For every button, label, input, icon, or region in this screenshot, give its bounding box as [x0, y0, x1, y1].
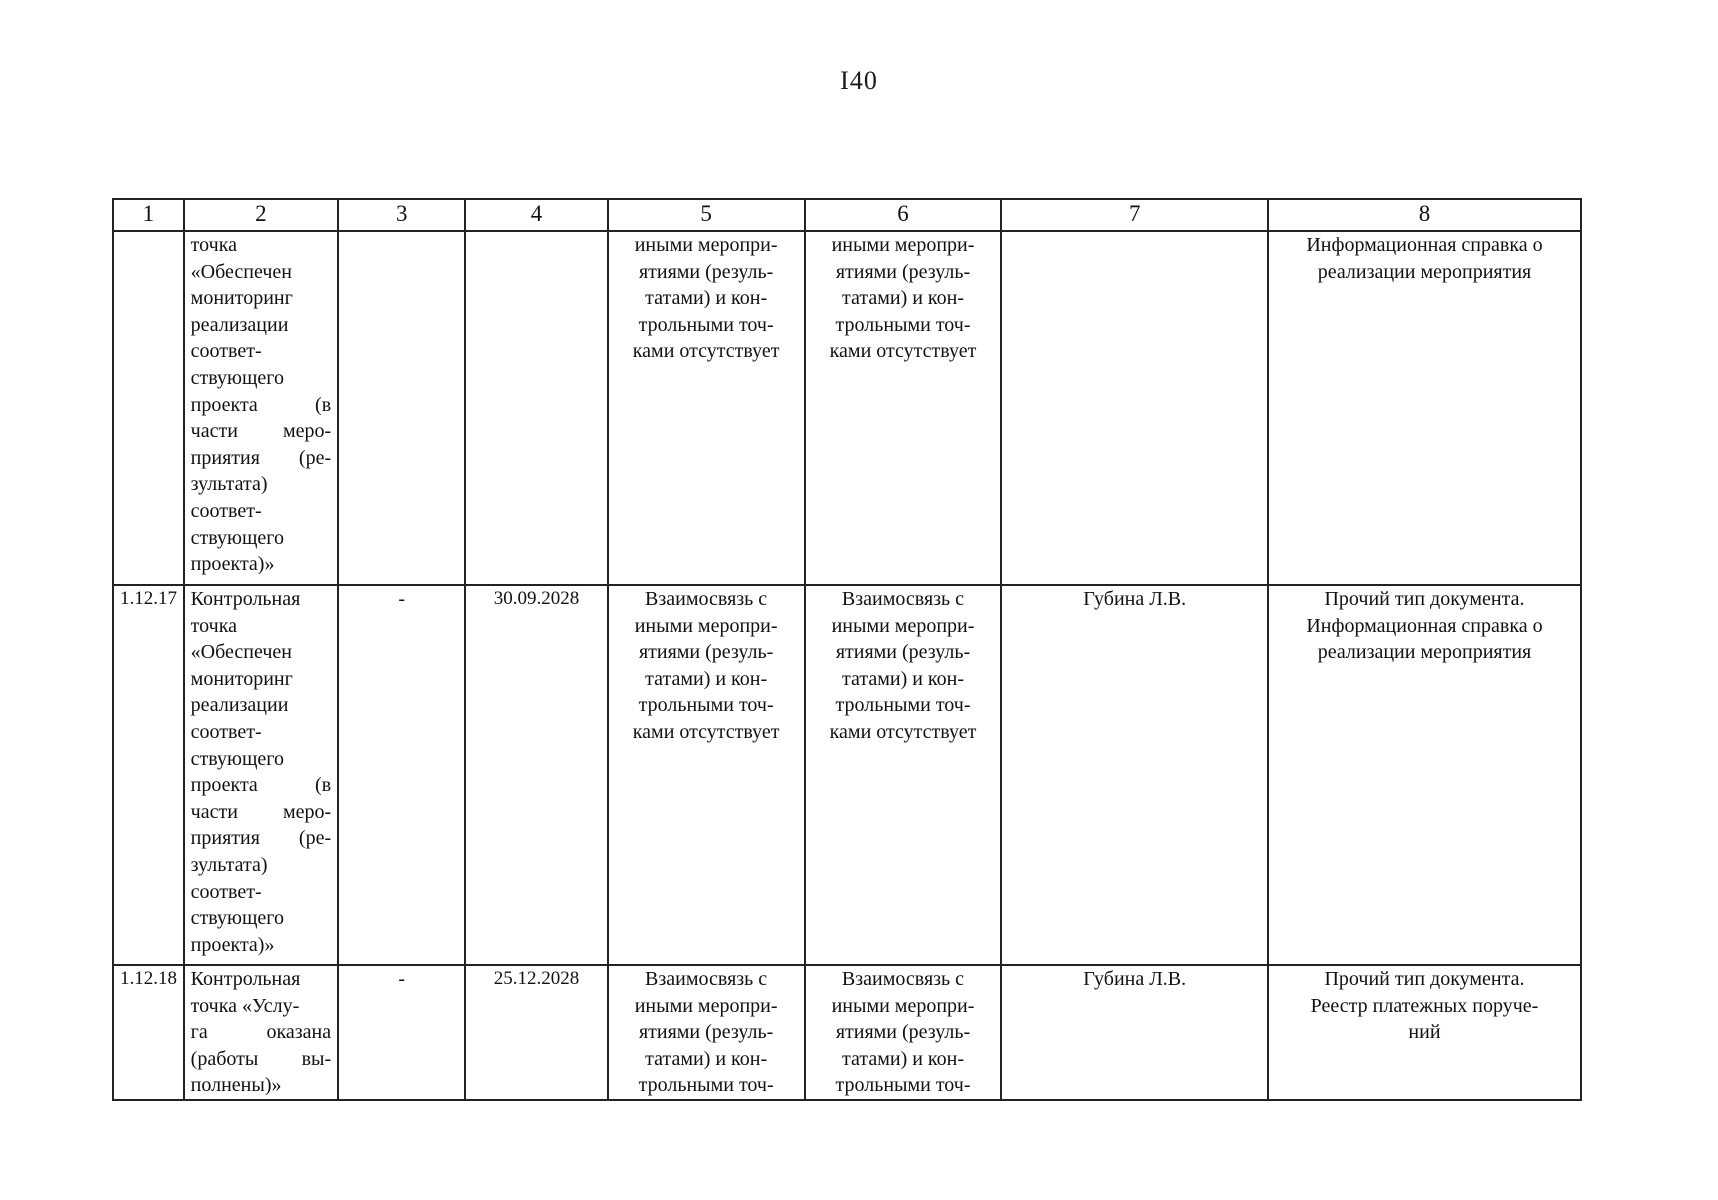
text-line: иными меропри- — [831, 994, 975, 1017]
text-line: точка «Услу- — [190, 994, 300, 1017]
column-header: 8 — [1268, 199, 1581, 231]
text-line: га оказана — [190, 1021, 332, 1044]
text-line: полнены)» — [190, 1074, 282, 1097]
text-line: ятиями (резуль- — [835, 1021, 971, 1044]
text-line: татами) и кон- — [842, 667, 964, 690]
text-line: Информационная справка о — [1306, 614, 1543, 637]
text-line: соответ- — [190, 880, 262, 903]
text-line: Реестр платежных поруче- — [1310, 994, 1539, 1017]
text-line: трольными точ- — [638, 313, 774, 336]
relationship-cell — [805, 231, 1002, 585]
column-header: 2 — [184, 199, 338, 231]
text-line: Контрольная — [190, 588, 301, 610]
text-line: «Обеспечен — [190, 641, 292, 664]
text-line: Взаимосвязь с — [645, 588, 768, 610]
text-line: проекта)» — [190, 933, 275, 956]
text-line: татами) и кон- — [645, 287, 768, 310]
activity-name-cell — [184, 585, 338, 965]
text-line: реализации — [190, 313, 289, 336]
text-line: проекта)» — [190, 553, 275, 576]
text-line: (работы вы- — [190, 1047, 332, 1070]
text-line: Взаимосвязь с — [841, 588, 965, 610]
text-line: ками отсутствует — [829, 720, 977, 743]
text-line: приятия (ре- — [190, 827, 332, 850]
text-line: реализации — [190, 694, 289, 717]
text-line: трольными точ- — [638, 1074, 774, 1097]
text-line: иными меропри- — [831, 614, 975, 637]
text-line: части меро- — [190, 800, 332, 823]
responsible-cell: Губина Л.В. — [1001, 965, 1268, 1100]
column-header: 5 — [608, 199, 805, 231]
text-line: соответ- — [190, 720, 262, 743]
text-line: реализации мероприятия — [1317, 641, 1532, 664]
text-line: татами) и кон- — [645, 667, 768, 690]
page-number: I40 — [840, 66, 878, 95]
text-line: трольными точ- — [835, 694, 971, 717]
text-line: трольными точ- — [835, 1074, 971, 1097]
text-line: ками отсутствует — [632, 340, 780, 363]
text-line: зультата) — [190, 473, 268, 496]
text-line: Прочий тип документа. — [1324, 968, 1525, 990]
table-row — [113, 585, 1581, 965]
text-line: Взаимосвязь с — [645, 968, 768, 990]
text-line: проекта (в — [190, 774, 332, 797]
activity-name-cell — [184, 231, 338, 585]
text-line: точка — [190, 234, 237, 256]
text-line: ками отсутствует — [632, 720, 780, 743]
text-line: ствующего — [190, 526, 284, 549]
text-line: Информационная справка о — [1306, 234, 1543, 256]
text-line: иными меропри- — [634, 994, 778, 1017]
text-line: иными меропри- — [831, 234, 975, 256]
column-header: 1 — [113, 199, 184, 231]
text-line: ятиями (резуль- — [835, 260, 971, 283]
text-line: ятиями (резуль- — [638, 1021, 774, 1044]
text-line: ятиями (резуль- — [835, 641, 971, 664]
text-line: соответ- — [190, 499, 262, 522]
text-line: «Обеспечен — [190, 260, 292, 283]
relationship-cell — [805, 965, 1002, 1100]
row-number-cell — [113, 231, 184, 585]
text-line: ствующего — [190, 747, 284, 770]
date-cell — [465, 231, 607, 585]
relationship-cell — [805, 585, 1002, 965]
column-header: 4 — [465, 199, 607, 231]
text-line: точка — [190, 614, 237, 637]
document-type-cell — [1268, 965, 1581, 1100]
relationship-cell — [608, 965, 805, 1100]
text-line: соответ- — [190, 340, 262, 363]
responsible-cell: Губина Л.В. — [1001, 585, 1268, 965]
text-line: части меро- — [190, 420, 332, 443]
text-line: мониторинг — [190, 667, 293, 690]
column-3-cell: - — [338, 585, 465, 965]
text-line: зультата) — [190, 853, 268, 876]
table-header-row — [113, 199, 1581, 231]
date-cell: 25.12.2028 — [465, 965, 607, 1100]
text-line: татами) и кон- — [645, 1047, 768, 1070]
activity-name-cell — [184, 965, 338, 1100]
column-3-cell: - — [338, 965, 465, 1100]
text-line: реализации мероприятия — [1317, 260, 1532, 283]
table-row — [113, 965, 1581, 1100]
text-line: трольными точ- — [638, 694, 774, 717]
text-line: ствующего — [190, 366, 284, 389]
text-line: ствующего — [190, 907, 284, 930]
text-line: Прочий тип документа. — [1324, 588, 1525, 610]
date-cell: 30.09.2028 — [465, 585, 607, 965]
row-number-cell: 1.12.17 — [113, 585, 184, 965]
relationship-cell — [608, 231, 805, 585]
text-line: приятия (ре- — [190, 446, 332, 469]
text-line: ний — [1408, 1021, 1441, 1044]
text-line: иными меропри- — [634, 614, 778, 637]
relationship-cell — [608, 585, 805, 965]
text-line: проекта (в — [190, 393, 332, 416]
responsible-cell — [1001, 231, 1268, 585]
text-line: ятиями (резуль- — [638, 260, 774, 283]
text-line: мониторинг — [190, 287, 293, 310]
text-line: трольными точ- — [835, 313, 971, 336]
column-header: 3 — [338, 199, 465, 231]
text-line: иными меропри- — [634, 234, 778, 256]
text-line: татами) и кон- — [842, 1047, 964, 1070]
row-number-cell: 1.12.18 — [113, 965, 184, 1100]
column-header: 7 — [1001, 199, 1268, 231]
text-line: Контрольная — [190, 968, 301, 990]
text-line: татами) и кон- — [842, 287, 964, 310]
activities-table — [112, 198, 1582, 1101]
text-line: Взаимосвязь с — [841, 968, 965, 990]
column-header: 6 — [805, 199, 1002, 231]
text-line: ками отсутствует — [829, 340, 977, 363]
table-row — [113, 231, 1581, 585]
text-line: ятиями (резуль- — [638, 641, 774, 664]
column-3-cell — [338, 231, 465, 585]
document-type-cell — [1268, 585, 1581, 965]
document-type-cell — [1268, 231, 1581, 585]
